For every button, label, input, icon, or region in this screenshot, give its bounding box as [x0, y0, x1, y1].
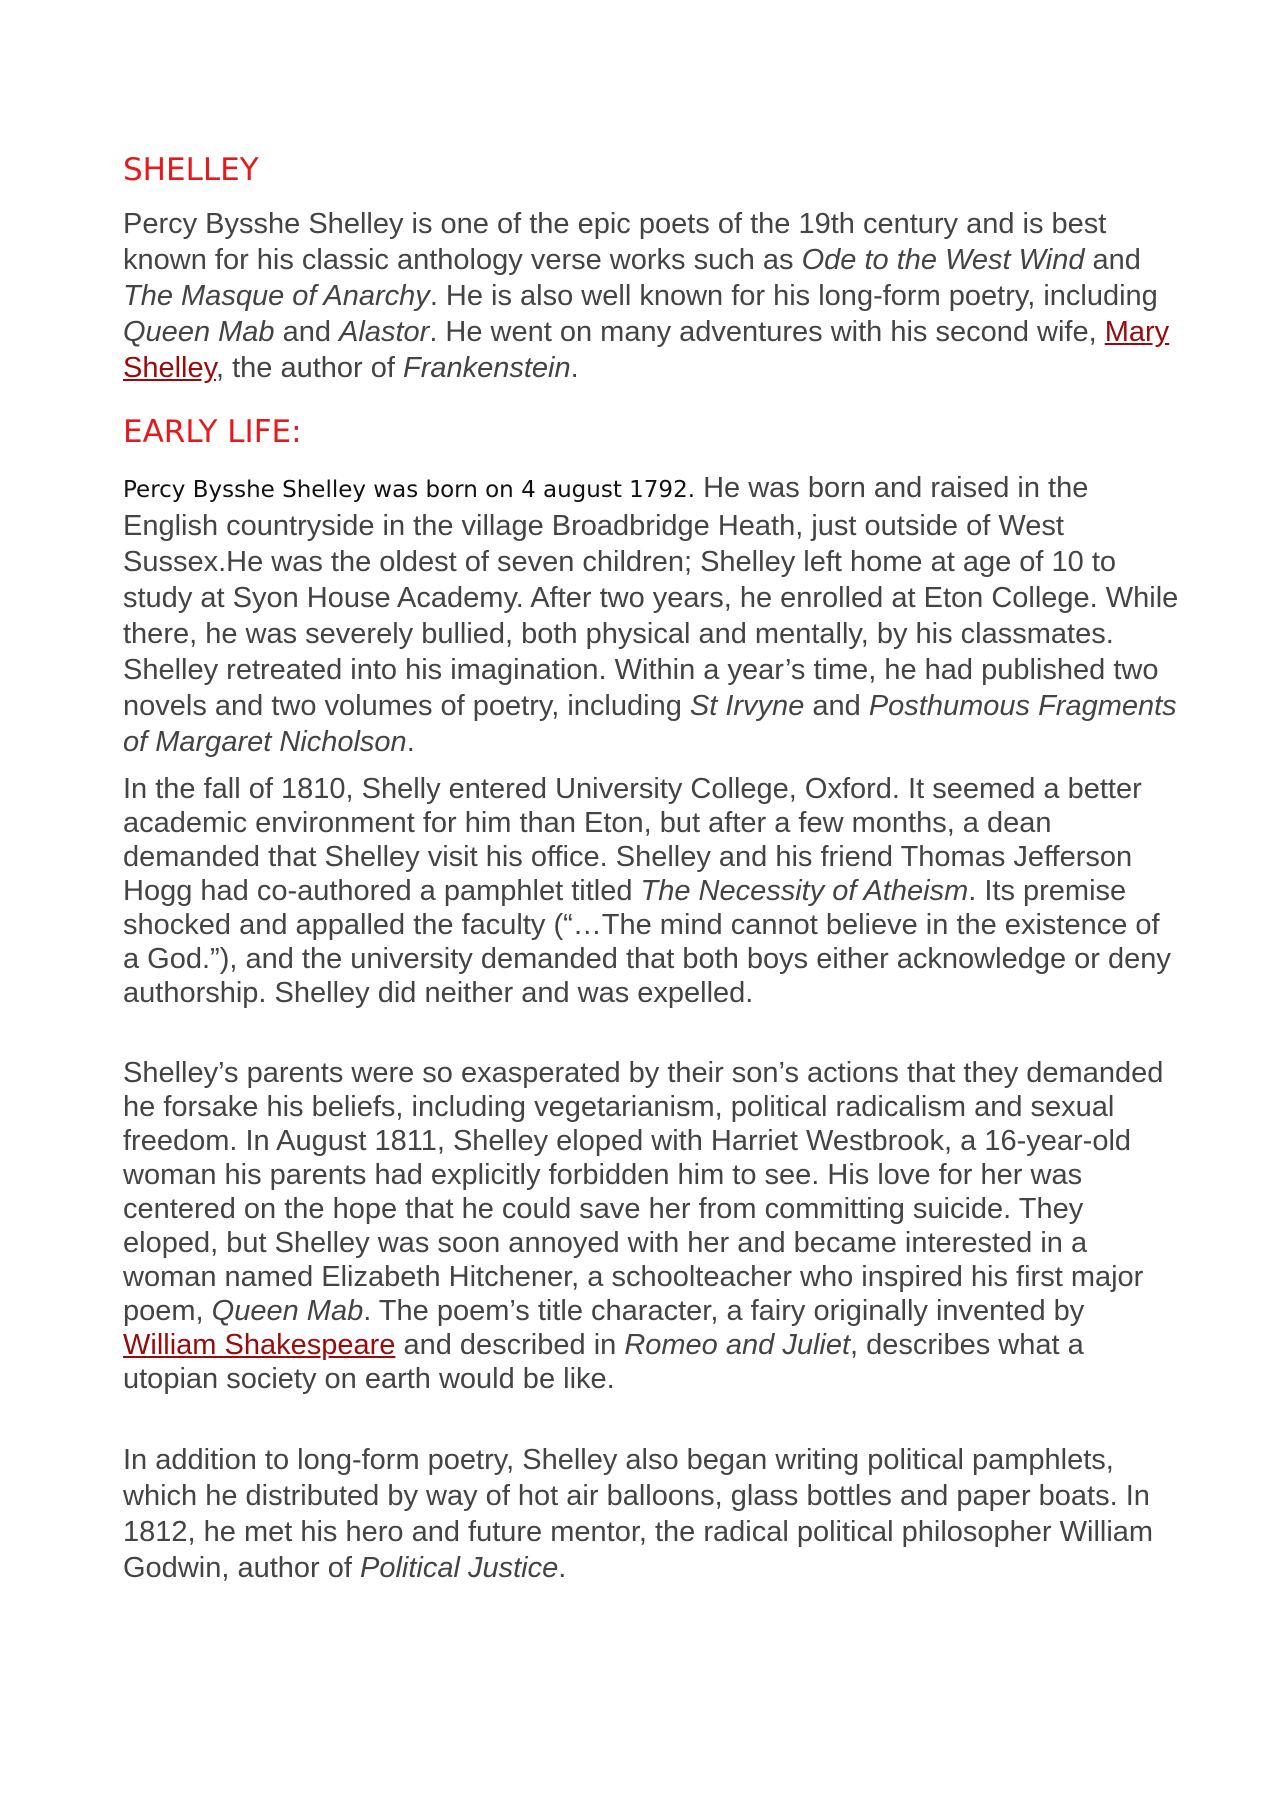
section-heading-early-life: EARLY LIFE:	[123, 414, 302, 450]
work-title: Frankenstein	[402, 352, 571, 384]
work-title: The Masque of Anarchy	[123, 280, 430, 312]
early-life-paragraph	[123, 470, 1183, 760]
intro-text: .	[570, 352, 579, 384]
birth-date-sentence: Percy Bysshe Shelley was born on 4 august 1792.	[123, 477, 696, 503]
pamphlets-text: .	[558, 1552, 567, 1584]
early-text: .	[406, 726, 415, 758]
pamphlets-paragraph	[123, 1442, 1183, 1586]
intro-text: Percy Bysshe Shelley is one of the epic poets of the 19th century and is best known for his classic anthology verse works such as	[123, 208, 1107, 276]
intro-text: and	[274, 316, 340, 348]
oxford-text: In the fall of 1810, Shelly entered University College, Oxford. It seemed a better academic environment for him than Eton, but after a few months, a dean demanded that Shelley visit his office. Shelley and his friend Thomas Jefferson Hogg had co-authored a pamphlet titled	[123, 773, 1142, 907]
early-text: He was born and raised in the English countryside in the village Broadbridge Heath, just outside of West Sussex.He was the oldest of seven children; Shelley left home at age of 10 to study at Syon House Academy. After two years, he enrolled at Eton College. While there, he was severely bullied, both physical and mentally, by his classmates. Shelley retreated into his imagination. Within a year’s time, he had published two novels and two volumes of poetry, including	[123, 472, 1179, 722]
intro-text: and	[1084, 244, 1141, 276]
work-title: The Necessity of Atheism	[640, 875, 969, 907]
parents-paragraph	[123, 1056, 1183, 1396]
early-text: and	[804, 690, 869, 722]
oxford-text: . Its premise shocked and appalled the faculty (“…The mind cannot believe in the existence of a God.”), and the university demanded that both boys either acknowledge or deny authorship. Shelley did neither and was expelled.	[123, 875, 1171, 1009]
intro-text: . He went on many adventures with his second wife,	[429, 316, 1105, 348]
oxford-paragraph	[123, 772, 1183, 1010]
pamphlets-text: In addition to long-form poetry, Shelley also began writing political pamphlets, which he distributed by way of hot air balloons, glass bottles and paper boats. In 1812, he met his hero and future mentor, the radical political philosopher William Godwin, author of	[123, 1444, 1154, 1584]
parents-text: Shelley’s parents were so exasperated by their son’s actions that they demanded he forsake his beliefs, including vegetarianism, political radicalism and sexual freedom. In August 1811, Shelley eloped with Harriet Westbrook, a 16-year-old woman his parents had explicitly forbidden him to see. His love for her was centered on the hope that he could save her from committing suicide. They eloped, but Shelley was soon annoyed with her and became interested in a woman named Elizabeth Hitchener, a schoolteacher who inspired his first major poem,	[123, 1057, 1164, 1327]
intro-paragraph	[123, 206, 1183, 386]
work-title: Queen Mab	[211, 1295, 364, 1327]
work-title: Political Justice	[359, 1552, 559, 1584]
william-shakespeare-link[interactable]: William Shakespeare	[123, 1329, 396, 1361]
work-title: St Irvyne	[689, 690, 805, 722]
parents-text: , describes what a utopian society on earth would be like.	[123, 1329, 1084, 1395]
work-title: Posthumous Fragments of Margaret Nicholson	[123, 690, 1177, 758]
parents-text: . The poem’s title character, a fairy originally invented by	[363, 1295, 1085, 1327]
intro-text: , the author of	[215, 352, 403, 384]
intro-text: . He is also well known for his long-form poetry, including	[429, 280, 1158, 312]
work-title: Ode to the West Wind	[801, 244, 1085, 276]
work-title: Alastor	[339, 316, 430, 348]
work-title: Queen Mab	[123, 316, 275, 348]
page-title: SHELLEY	[123, 152, 259, 188]
work-title: Romeo and Juliet	[624, 1329, 851, 1361]
mary-shelley-link[interactable]: Mary Shelley	[123, 316, 1170, 384]
parents-text: and described in	[395, 1329, 625, 1361]
document-body	[123, 150, 1183, 1586]
